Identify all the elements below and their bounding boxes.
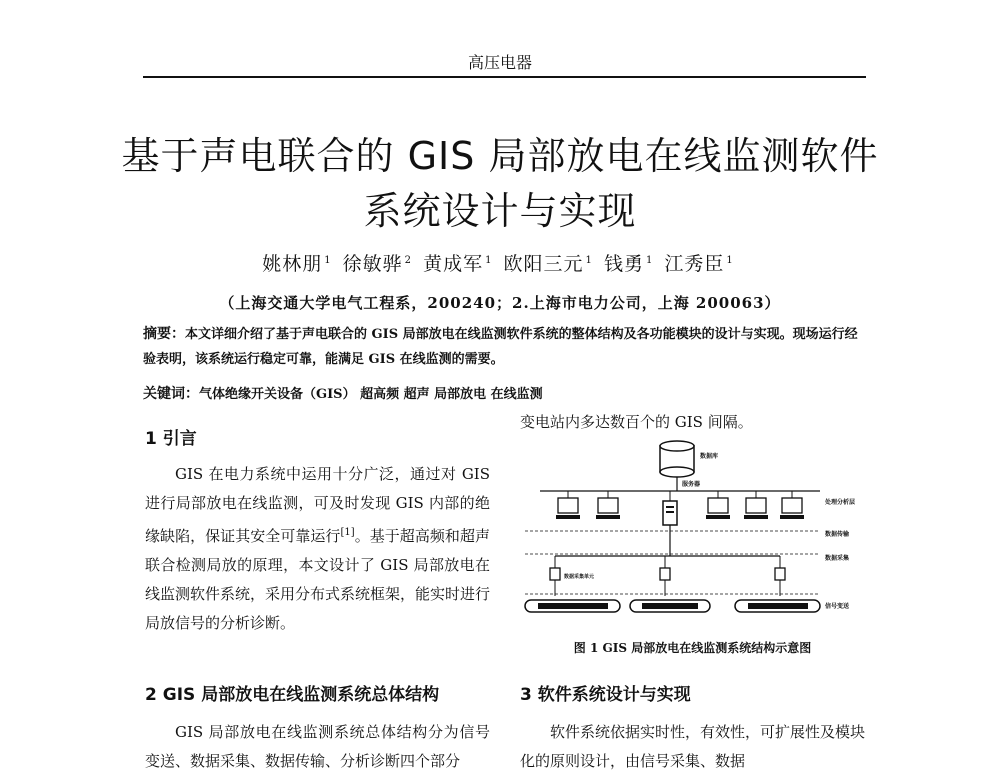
section-2-heading: 2 GIS 局部放电在线监测系统总体结构 xyxy=(145,685,440,705)
abstract xyxy=(143,322,866,372)
workstation-icon xyxy=(596,491,620,519)
workstation-icon xyxy=(780,491,804,519)
acquisition-unit-icon xyxy=(550,556,560,580)
section-1-body xyxy=(145,460,490,638)
section-1-heading: 1 引言 xyxy=(145,429,197,449)
author-affiliation-mark: 2 xyxy=(404,254,413,266)
figure-caption: 图 1 GIS 局部放电在线监测系统结构示意图 xyxy=(573,641,812,655)
layer-label-analysis: 处理分析层 xyxy=(825,499,856,506)
acquisition-unit-icon xyxy=(660,556,670,580)
author-affiliation-mark: 1 xyxy=(585,254,593,266)
author-affiliation-mark: 1 xyxy=(726,254,734,266)
layer-label-acquire: 数据采集 xyxy=(825,555,850,562)
keywords xyxy=(143,383,866,403)
author: 江秀臣 xyxy=(664,253,725,275)
author: 姚林朋 xyxy=(262,253,323,275)
layer-label-signal: 信号变送 xyxy=(825,603,850,610)
section-2-body: GIS 局部放电在线监测系统总体结构分为信号变送、数据采集、数据传输、分析诊断四个部分 xyxy=(145,723,490,770)
gis-segment-icon xyxy=(630,600,710,612)
author: 欧阳三元 xyxy=(503,253,584,275)
system-structure-figure xyxy=(520,436,865,631)
db-label: 数据库 xyxy=(700,453,719,460)
section-3-heading: 3 软件系统设计与实现 xyxy=(520,685,691,705)
workstation-icon xyxy=(556,491,580,519)
workstation-icon xyxy=(744,491,768,519)
acquisition-unit-icon xyxy=(775,556,785,580)
author-affiliation-mark: 1 xyxy=(645,254,654,266)
author: 徐敏骅 xyxy=(342,253,403,275)
author: 黄成军 xyxy=(423,253,484,275)
server-label: 服务器 xyxy=(682,481,701,488)
paper-title-line-2: 系统设计与实现 xyxy=(363,189,637,233)
gis-segment-icon xyxy=(735,600,820,612)
layer-label-transfer: 数据传输 xyxy=(825,531,850,538)
author: 钱勇 xyxy=(603,253,644,275)
author-affiliation-mark: 1 xyxy=(324,254,332,266)
gis-segment-icon xyxy=(525,600,620,612)
citation: [1] xyxy=(340,527,355,538)
paper-title-line-1: 基于声电联合的 GIS 局部放电在线监测软件 xyxy=(121,134,879,178)
right-column-text: 变电站内多达数百个的 GIS 间隔。 xyxy=(520,413,753,431)
workstation-icon xyxy=(706,491,730,519)
header-rule xyxy=(143,76,866,78)
affiliation: （上海交通大学电气工程系，200240；2.上海市电力公司，上海 200063） xyxy=(219,294,781,312)
keywords-text: 气体绝缘开关设备（GIS） 超高频 超声 局部放电 在线监测 xyxy=(199,387,543,402)
author-affiliation-mark: 1 xyxy=(485,254,493,266)
abstract-text: 本文详细介绍了基于声电联合的 GIS 局部放电在线监测软件系统的整体结构及各功能模块的设计与实现。现场运行经验表明，该系统运行稳定可靠，能满足 GIS 在线监测的需要。 xyxy=(143,327,858,367)
database-icon xyxy=(660,441,694,477)
section-3-body: 软件系统依据实时性，有效性，可扩展性及模块化的原则设计，由信号采集、数据 xyxy=(520,723,866,770)
keywords-label: 关键词： xyxy=(143,386,199,402)
section-1-text: GIS 在电力系统中运用十分广泛，通过对 GIS 进行局部放电在线监测，可及时发现 GIS 内部的绝缘缺陷，保证其安全可靠运行 xyxy=(145,465,490,545)
author-list xyxy=(0,249,1000,276)
journal-name: 高压电器 xyxy=(467,53,532,72)
acq-unit-label: 数据采集单元 xyxy=(564,574,595,580)
section-1-text-cont: 。基于超高频和超声联合检测局放的原理，本文设计了 GIS 局部放电在线监测软件系统，采用分布式系统框架，能实时进行局放信号的分析诊断。 xyxy=(145,527,491,632)
server-icon xyxy=(663,491,677,525)
abstract-label: 摘要： xyxy=(143,326,185,342)
